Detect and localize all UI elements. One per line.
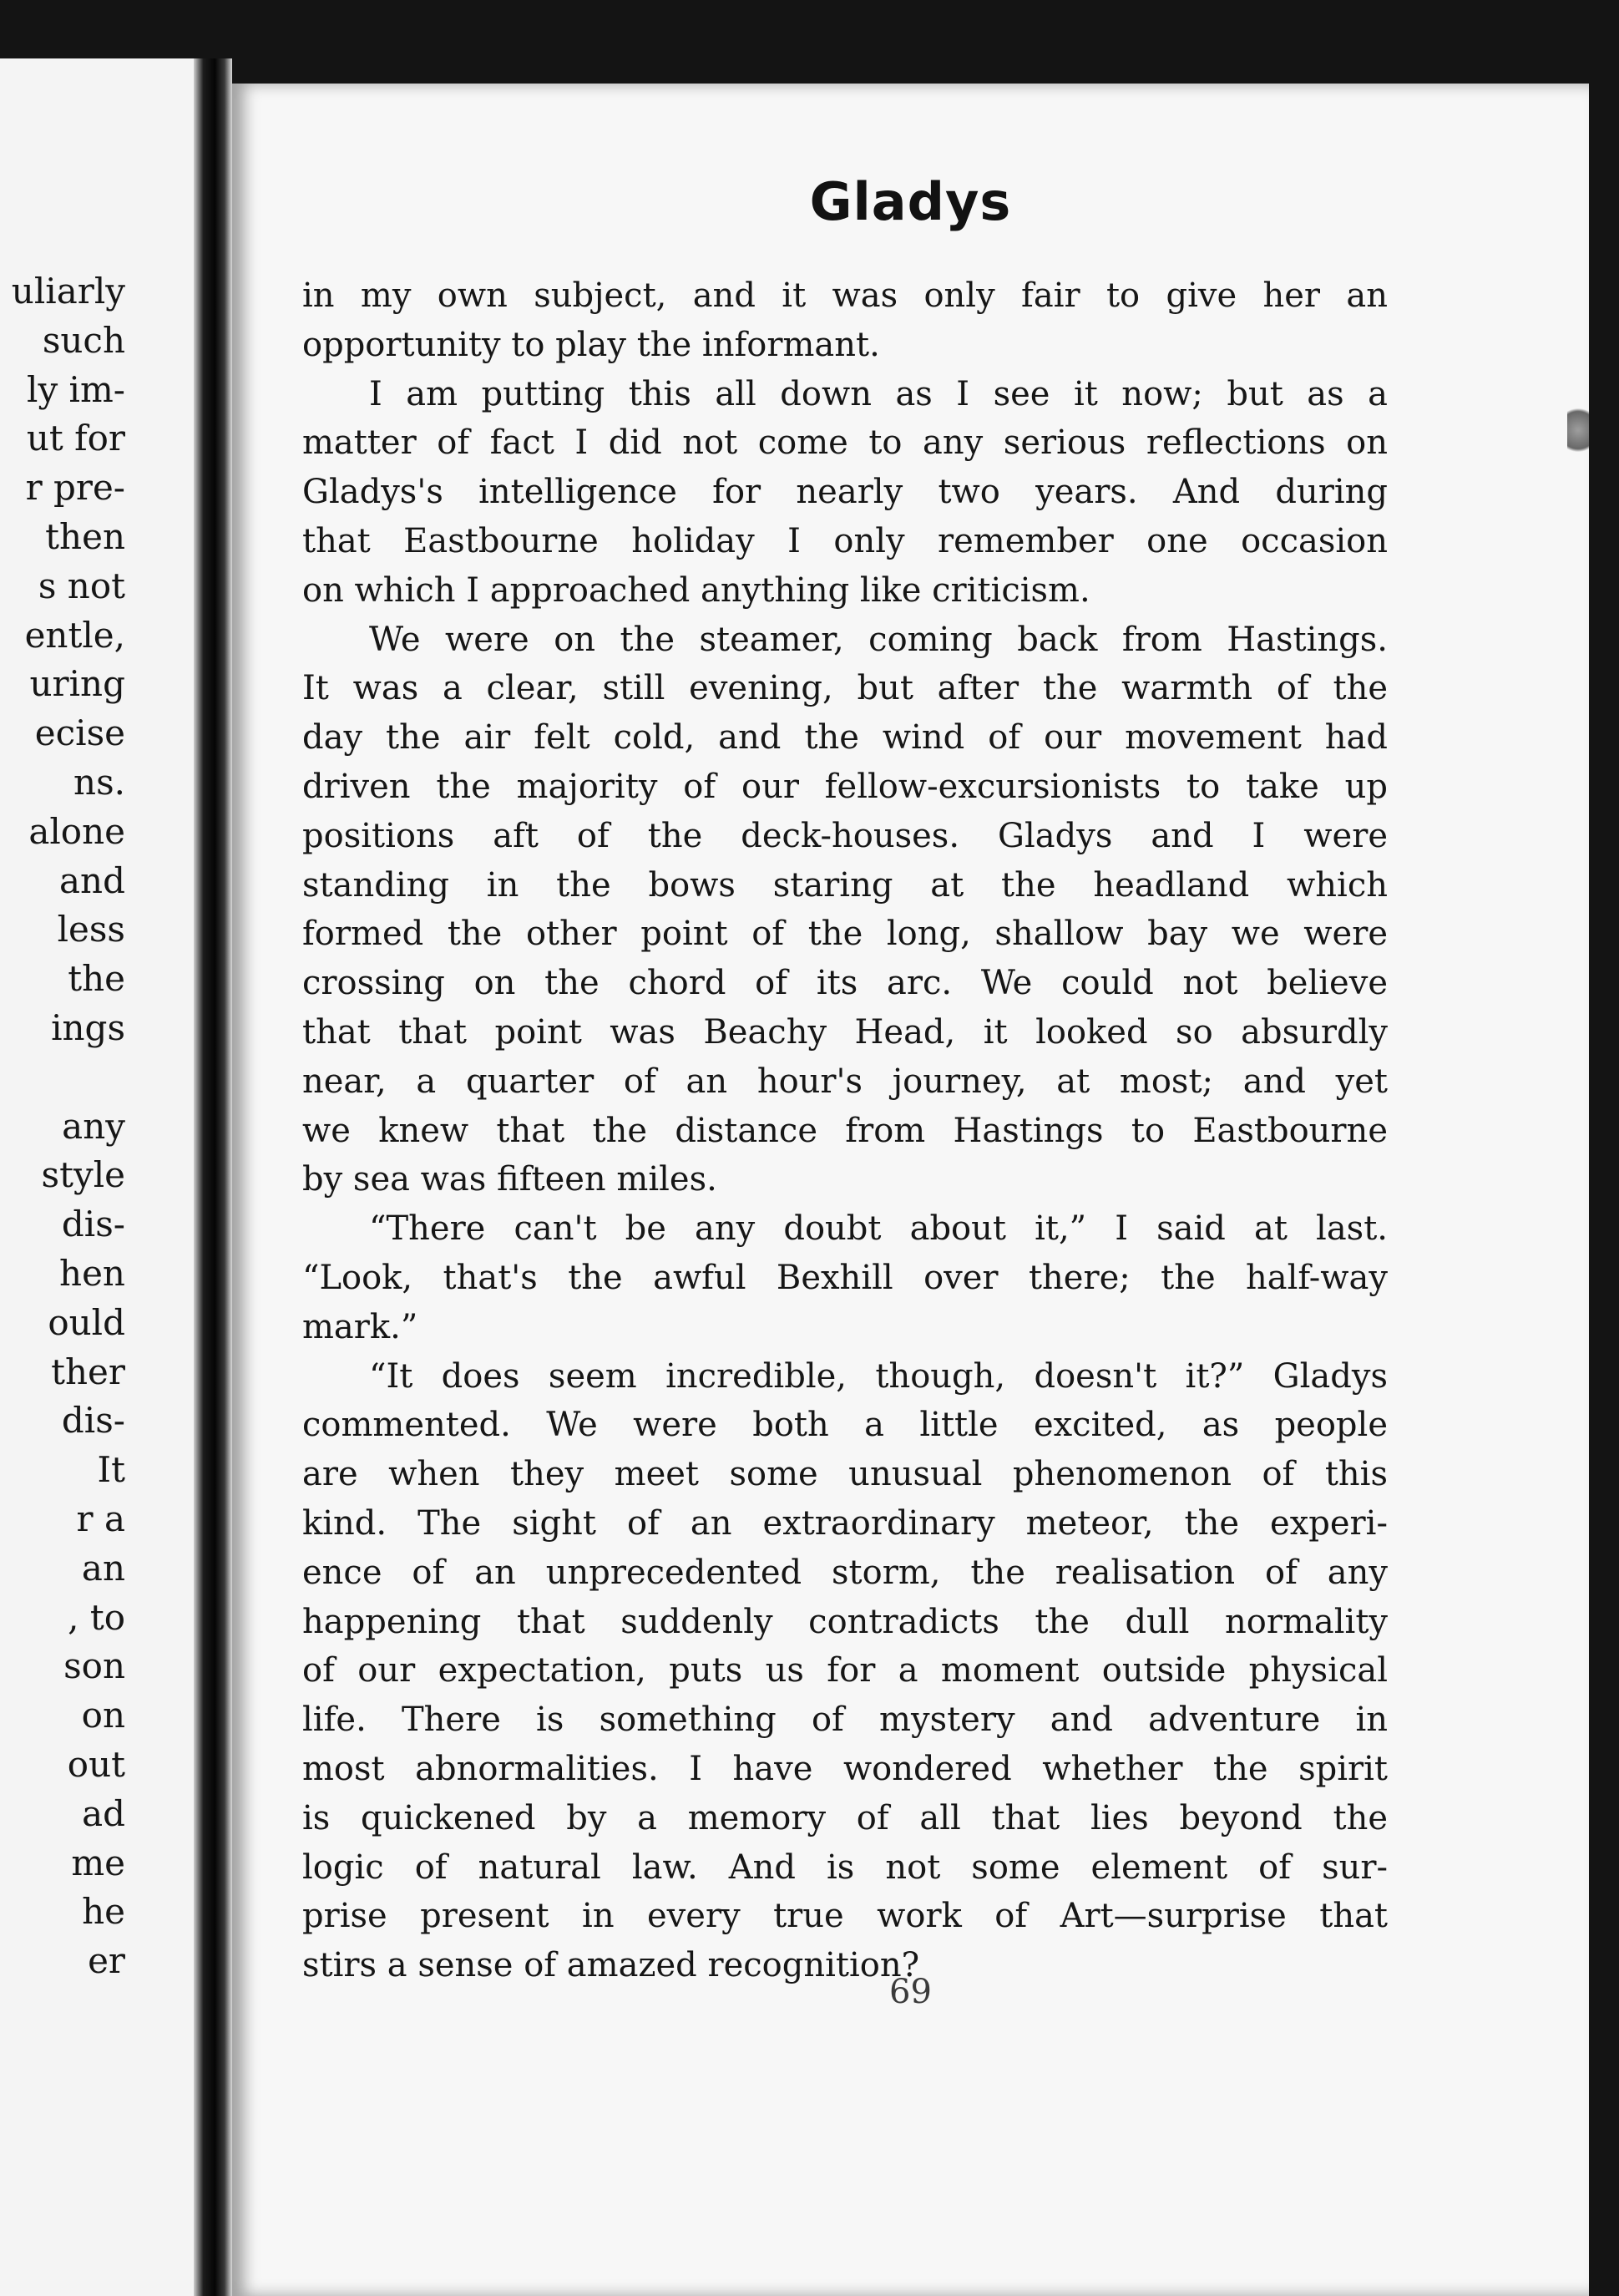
text-line: “It does seem incredible, though, doesn't it?” Gladys <box>369 1356 1388 1396</box>
text-line: standing in the bows staring at the headland which <box>302 865 1388 905</box>
left-line: out <box>67 1743 125 1785</box>
text-line: kind. The sight of an extraordinary meteor, the experi- <box>302 1503 1388 1543</box>
text-line: mark.” <box>302 1307 418 1346</box>
left-line: ad <box>82 1792 125 1834</box>
text-line: formed the other point of the long, shallow bay we were <box>302 915 1388 954</box>
left-line: ecise <box>34 712 125 754</box>
left-line: ther <box>51 1351 125 1392</box>
text-line: driven the majority of our fellow-excursionists to take up <box>302 767 1388 806</box>
left-line: on <box>81 1695 125 1736</box>
left-line: r pre- <box>25 467 125 509</box>
text-line: I am putting this all down as I see it now; but as a <box>369 374 1388 413</box>
text-line: positions aft of the deck-houses. Gladys and I were <box>302 816 1388 855</box>
previous-page-text <box>0 267 125 1986</box>
left-line: me <box>71 1842 125 1883</box>
text-line: stirs a sense of amazed recognition? <box>302 1946 920 1985</box>
text-line: ence of an unprecedented storm, the realisation of any <box>302 1553 1388 1592</box>
text-line: We were on the steamer, coming back from Hastings. <box>369 620 1388 659</box>
left-line: any <box>62 1105 125 1147</box>
left-line: , to <box>68 1596 125 1638</box>
text-line: Gladys's intelligence for nearly two years. And during <box>302 473 1388 512</box>
left-line: an <box>81 1547 125 1589</box>
text-line: matter of fact I did not come to any serious reflections on <box>302 423 1388 463</box>
page-body <box>302 271 1388 1990</box>
text-line: day the air felt cold, and the wind of our movement had <box>302 718 1388 758</box>
text-line: prise present in every true work of Art—surprise that <box>302 1897 1388 1936</box>
page-number: 69 <box>889 1973 932 2011</box>
left-line: ly im- <box>27 368 125 410</box>
text-line: that Eastbourne holiday I only remember one occasion <box>302 521 1388 560</box>
text-line: opportunity to play the informant. <box>302 325 880 364</box>
left-line: dis- <box>61 1400 125 1442</box>
left-line: alone <box>28 810 125 852</box>
text-line: “Look, that's the awful Bexhill over there; the half-way <box>302 1258 1388 1297</box>
left-line: he <box>82 1891 125 1933</box>
text-line: is quickened by a memory of all that lies beyond the <box>302 1798 1388 1837</box>
text-line: crossing on the chord of its arc. We could not believe <box>302 964 1388 1003</box>
left-line: ns. <box>73 761 125 803</box>
previous-page-fragment <box>0 58 199 2296</box>
text-line: “There can't be any doubt about it,” I said at last. <box>369 1209 1388 1249</box>
text-line: are when they meet some unusual phenomenon of this <box>302 1455 1388 1494</box>
text-line: life. There is something of mystery and adventure in <box>302 1700 1388 1740</box>
left-line: ould <box>48 1301 125 1343</box>
text-line: of our expectation, puts us for a moment outside physical <box>302 1651 1388 1690</box>
left-line: the <box>68 958 125 1000</box>
text-line: It was a clear, still evening, but after the warmth of the <box>302 669 1388 708</box>
text-line: in my own subject, and it was only fair to give her an <box>302 276 1388 315</box>
left-line: ut for <box>26 418 125 459</box>
left-line: s not <box>38 565 125 606</box>
left-line: ings <box>51 1006 125 1048</box>
text-line: on which I approached anything like criticism. <box>302 570 1090 610</box>
text-line: that that point was Beachy Head, it looked so absurdly <box>302 1012 1388 1052</box>
left-line: less <box>57 909 125 950</box>
left-line: er <box>88 1940 125 1982</box>
left-line: style <box>41 1154 125 1196</box>
text-line: near, a quarter of an hour's journey, at most; and yet <box>302 1062 1388 1101</box>
left-line: hen <box>59 1252 125 1294</box>
text-line: most abnormalities. I have wondered whether the spirit <box>302 1749 1388 1788</box>
text-line: happening that suddenly contradicts the dull normality <box>302 1602 1388 1641</box>
left-line: dis- <box>61 1204 125 1245</box>
left-line: uring <box>29 663 125 705</box>
left-line: son <box>63 1645 125 1687</box>
left-line: It <box>97 1449 125 1491</box>
text-line: by sea was fifteen miles. <box>302 1160 717 1199</box>
left-line: r a <box>76 1498 125 1539</box>
left-line: uliarly <box>11 271 125 312</box>
text-line: logic of natural law. And is not some element of sur- <box>302 1847 1388 1887</box>
left-line: such <box>42 319 125 361</box>
text-line: commented. We were both a little excited, as people <box>302 1406 1388 1445</box>
scan-blemish <box>1567 401 1589 459</box>
left-line: and <box>59 859 125 901</box>
left-line: then <box>45 515 125 557</box>
left-line <box>0 1053 125 1102</box>
text-line: we knew that the distance from Hastings to Eastbourne <box>302 1111 1388 1150</box>
book-gutter <box>194 58 232 2296</box>
running-head: Gladys <box>809 171 1012 232</box>
left-line: entle, <box>24 614 125 656</box>
current-page <box>232 84 1589 2296</box>
